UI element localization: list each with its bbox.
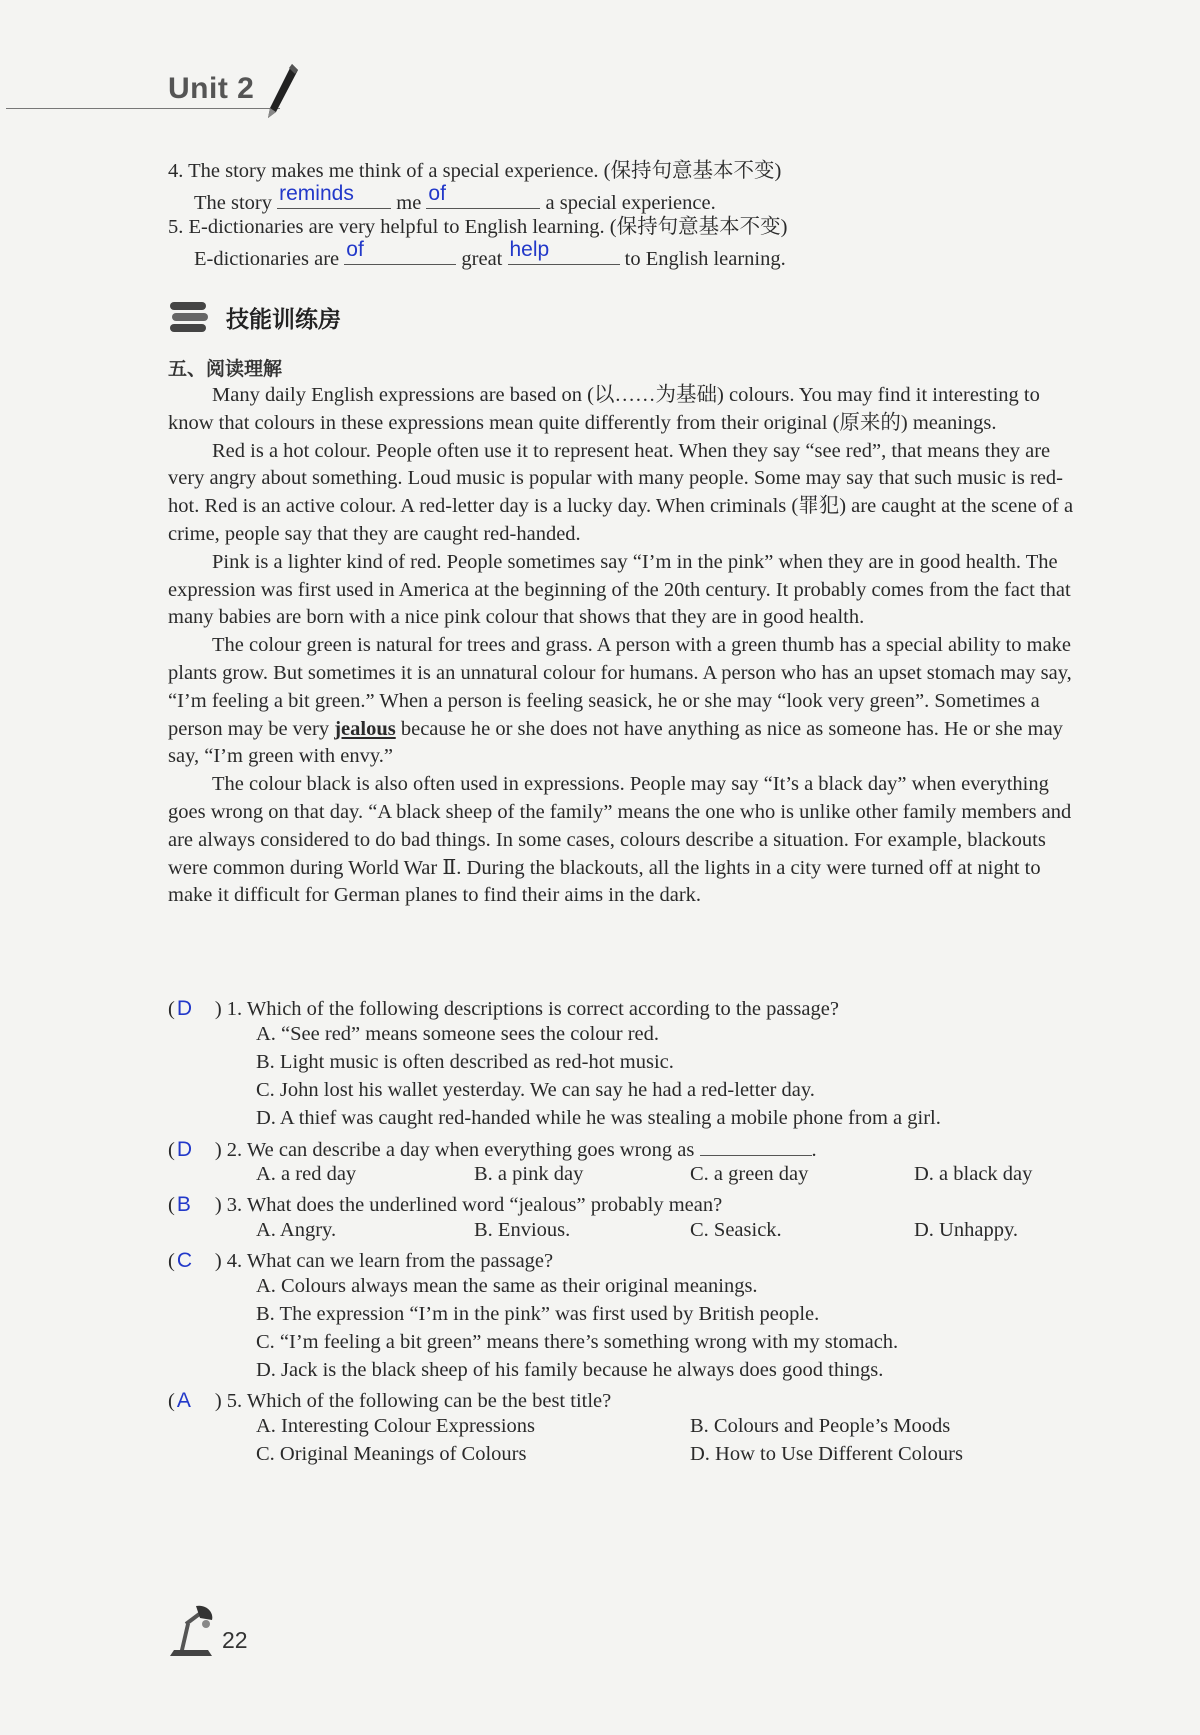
item-prompt: E-dictionaries are very helpful to English learning. (保持句意基本不变) xyxy=(188,216,788,238)
option: B. Envious. xyxy=(474,1219,571,1241)
passage-paragraph: Many daily English expressions are based on (以……为基础) colours. You may find it interesting to know that colours in these expressions mean quite differently from their original (原来的) meanings. xyxy=(168,384,1040,434)
open-paren: ( xyxy=(168,1250,175,1272)
section-title: 技能训练房 xyxy=(226,307,341,333)
option: C. Seasick. xyxy=(690,1219,782,1241)
option: B. The expression “I’m in the pink” was first used by British people. xyxy=(256,1303,820,1325)
item-prompt: The story makes me think of a special experience. (保持句意基本不变) xyxy=(188,160,782,182)
answer-blank[interactable] xyxy=(277,184,391,209)
text-part: great xyxy=(461,248,503,270)
option: C. Original Meanings of Colours xyxy=(256,1443,527,1465)
answer-mark[interactable]: D xyxy=(176,1138,192,1161)
option: A. Angry. xyxy=(256,1219,337,1241)
question-stem: ) 4. What can we learn from the passage? xyxy=(214,1250,554,1272)
passage-paragraph xyxy=(168,632,1088,771)
rewrite-prompt-5 xyxy=(168,213,787,241)
underlined-word: jealous xyxy=(334,717,396,740)
rewrite-prompt-4 xyxy=(168,157,781,185)
text-part: to English learning. xyxy=(624,248,786,270)
section-subtitle: 五、阅读理解 xyxy=(168,358,283,380)
answer-mark[interactable]: D xyxy=(176,997,192,1020)
desk-lamp-icon xyxy=(166,1604,218,1660)
option: D. A thief was caught red-handed while he was stealing a mobile phone from a girl. xyxy=(256,1107,941,1129)
option: A. “See red” means someone sees the colour red. xyxy=(256,1023,660,1045)
open-paren: ( xyxy=(168,998,175,1020)
unit-title: Unit 2 xyxy=(168,72,255,105)
item-number: 4. xyxy=(168,160,184,182)
option: D. How to Use Different Colours xyxy=(690,1443,963,1465)
option: C. “I’m feeling a bit green” means there’s something wrong with my stomach. xyxy=(256,1331,899,1353)
passage-text: because he or she does not have anything as nice as someone has. He or she may say, “I’m green with envy.” xyxy=(168,717,1063,768)
question-stem: ) 3. What does the underlined word “jealous” probably mean? xyxy=(214,1194,723,1216)
pen-icon xyxy=(262,62,302,122)
item-number: 5. xyxy=(168,216,184,238)
option: A. Interesting Colour Expressions xyxy=(256,1415,535,1437)
option: D. Jack is the black sheep of his family because he always does good things. xyxy=(256,1359,884,1381)
option: A. a red day xyxy=(256,1163,357,1185)
text-part: The story xyxy=(194,192,272,214)
option: A. Colours always mean the same as their original meanings. xyxy=(256,1275,758,1297)
text-part: E-dictionaries are xyxy=(194,248,340,270)
question-stem: ) 2. We can describe a day when everything goes wrong as xyxy=(214,1139,695,1161)
handwritten-answer: reminds xyxy=(279,182,354,205)
option: D. a black day xyxy=(914,1163,1033,1185)
option: B. a pink day xyxy=(474,1163,584,1185)
text-part: a special experience. xyxy=(545,192,716,214)
answer-blank[interactable] xyxy=(426,184,540,209)
passage-text: The colour green is natural for trees and grass. A person with a green thumb has a special ability to make plants grow. But sometimes it is an unnatural colour for humans. A person who has an upset stomach may say, “I’m feeling a bit green.” When a person is feeling seasick, he or she may “look very green”. Sometimes a person may be very xyxy=(168,634,1072,740)
reading-passage xyxy=(168,382,1088,910)
open-paren: ( xyxy=(168,1390,175,1412)
question-stem: ) 1. Which of the following descriptions is correct according to the passage? xyxy=(214,998,839,1020)
question-2: (D ) 2. We can describe a day when everything goes wrong as . xyxy=(168,1135,817,1165)
question-5 xyxy=(168,1387,611,1416)
handwritten-answer: of xyxy=(428,182,446,205)
option: B. Light music is often described as red-hot music. xyxy=(256,1051,674,1073)
answer-mark[interactable]: B xyxy=(176,1193,191,1216)
passage-paragraph: Pink is a lighter kind of red. People sometimes say “I’m in the pink” when they are in good health. The expression was first used in America at the beginning of the 20th century. It probably comes from the fact that many babies are born with a nice pink colour that shows that they are in good health. xyxy=(168,550,1071,629)
passage-paragraph: Red is a hot colour. People often use it to represent heat. When they say “see red”, that means they are very angry about something. Loud music is popular with many people. Some may say that such music is red-hot. Red is an active colour. A red-letter day is a lucky day. When criminals (罪犯) are caught at the scene of a crime, people say that they are caught red-handed. xyxy=(168,439,1074,545)
open-paren: ( xyxy=(168,1139,175,1161)
header-rule xyxy=(6,108,280,109)
page-number: 22 xyxy=(222,1627,248,1653)
question-3 xyxy=(168,1191,722,1220)
question-4 xyxy=(168,1247,553,1276)
handwritten-answer: help xyxy=(509,238,550,261)
option: B. Colours and People’s Moods xyxy=(690,1415,951,1437)
answer-blank[interactable] xyxy=(508,240,620,265)
option: C. a green day xyxy=(690,1163,809,1185)
option: D. Unhappy. xyxy=(914,1219,1019,1241)
handwritten-answer: of xyxy=(346,238,364,261)
passage-paragraph: The colour black is also often used in expressions. People may say “It’s a black day” when everything goes wrong on that day. “A black sheep of the family” means the one who is unlike other family members and are always considered to do bad things. In some cases, colours describe a situation. For example, blackouts were common during World War Ⅱ. During the blackouts, all the lights in a city were turned off at night to make it difficult for German planes to find their aims in the dark. xyxy=(168,773,1072,907)
answer-mark[interactable]: C xyxy=(176,1249,192,1272)
open-paren: ( xyxy=(168,1194,175,1216)
question-1 xyxy=(168,995,839,1024)
text-part: me xyxy=(396,192,422,214)
rewrite-answer-line-5 xyxy=(194,240,786,273)
answer-blank[interactable] xyxy=(344,240,456,265)
answer-mark[interactable]: A xyxy=(176,1389,191,1412)
stacked-books-icon xyxy=(168,300,210,336)
option: C. John lost his wallet yesterday. We can say he had a red-letter day. xyxy=(256,1079,815,1101)
answer-blank[interactable] xyxy=(700,1135,812,1156)
question-stem: ) 5. Which of the following can be the best title? xyxy=(214,1390,612,1412)
